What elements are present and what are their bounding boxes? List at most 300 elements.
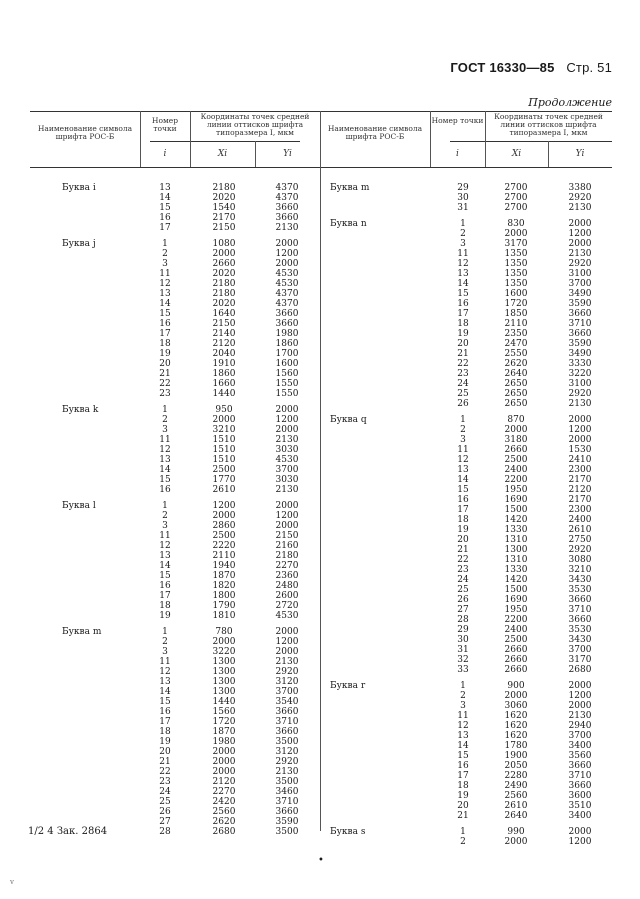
point-number: 16 xyxy=(457,299,469,309)
y-coordinate: 3660 xyxy=(275,807,299,817)
table-row xyxy=(30,701,612,711)
header-name-left: Наименование символа шрифта РОС-Б xyxy=(37,124,133,141)
y-coordinate: 2130 xyxy=(568,711,592,721)
table-row xyxy=(30,721,612,731)
point-number: 15 xyxy=(159,203,171,213)
x-coordinate: 3210 xyxy=(212,425,236,435)
y-coordinate: 3100 xyxy=(568,379,592,389)
point-number: 23 xyxy=(159,389,171,399)
point-number: 12 xyxy=(159,667,171,677)
point-number: 16 xyxy=(159,707,171,717)
y-coordinate: 3700 xyxy=(568,279,592,289)
point-number: 18 xyxy=(457,781,469,791)
point-number: 1 xyxy=(460,415,466,425)
point-number: 22 xyxy=(159,379,171,389)
x-coordinate: 1720 xyxy=(504,299,528,309)
y-coordinate: 3030 xyxy=(275,445,299,455)
point-number: 11 xyxy=(159,435,171,445)
y-coordinate: 3660 xyxy=(275,707,299,717)
y-coordinate: 2920 xyxy=(568,193,592,203)
point-number: 19 xyxy=(159,737,171,747)
table-row xyxy=(30,339,612,349)
point-number: 19 xyxy=(457,525,469,535)
y-coordinate: 2120 xyxy=(568,485,592,495)
y-coordinate: 4530 xyxy=(275,279,299,289)
y-coordinate: 3660 xyxy=(275,213,299,223)
point-number: 30 xyxy=(457,635,469,645)
table-row xyxy=(30,249,612,259)
x-coordinate: 2350 xyxy=(504,329,528,339)
point-number: 31 xyxy=(457,203,469,213)
y-coordinate: 4530 xyxy=(275,455,299,465)
symbol-name: Буква r xyxy=(330,681,366,691)
x-coordinate: 2680 xyxy=(212,827,236,837)
header-coords-right: Координаты точек средней линии оттисков шрифта типоразмера I, мкм xyxy=(494,112,603,137)
x-coordinate: 2150 xyxy=(212,319,236,329)
x-coordinate: 2270 xyxy=(212,787,236,797)
x-coordinate: 1820 xyxy=(212,581,236,591)
header-name-right: Наименование символа шрифта РОС-Б xyxy=(327,124,423,141)
point-number: 14 xyxy=(159,193,171,203)
y-coordinate: 4370 xyxy=(275,183,299,193)
table-row xyxy=(30,359,612,369)
x-coordinate: 2000 xyxy=(504,229,528,239)
y-coordinate: 2150 xyxy=(275,531,299,541)
point-number: 18 xyxy=(457,319,469,329)
y-coordinate: 2160 xyxy=(275,541,299,551)
y-coordinate: 1530 xyxy=(568,445,592,455)
point-number: 14 xyxy=(457,475,469,485)
x-coordinate: 2550 xyxy=(504,349,528,359)
point-number: 16 xyxy=(159,213,171,223)
point-number: 3 xyxy=(162,425,168,435)
point-number: 13 xyxy=(457,465,469,475)
point-number: 17 xyxy=(159,329,171,339)
point-number: 20 xyxy=(159,747,171,757)
y-coordinate: 1980 xyxy=(275,329,299,339)
table-row xyxy=(30,495,612,505)
x-coordinate: 2640 xyxy=(504,369,528,379)
point-number: 2 xyxy=(460,425,466,435)
x-coordinate: 2620 xyxy=(212,817,236,827)
header-mid-rule-right xyxy=(450,141,612,142)
y-coordinate: 3710 xyxy=(568,771,592,781)
x-coordinate: 950 xyxy=(215,405,233,415)
x-coordinate: 1330 xyxy=(504,565,528,575)
point-number: 15 xyxy=(159,697,171,707)
point-number: 21 xyxy=(159,369,171,379)
table-row xyxy=(30,741,612,751)
y-coordinate: 3710 xyxy=(275,797,299,807)
point-number: 18 xyxy=(457,515,469,525)
x-coordinate: 2500 xyxy=(212,465,236,475)
y-coordinate: 2920 xyxy=(568,389,592,399)
y-coordinate: 3590 xyxy=(568,299,592,309)
symbol-name: Буква s xyxy=(330,827,366,837)
header-y-right: Yi xyxy=(575,149,585,159)
x-coordinate: 2000 xyxy=(504,691,528,701)
point-number: 21 xyxy=(457,349,469,359)
header-coords-left: Координаты точек средней линии оттисков шрифта типоразмера I, мкм xyxy=(200,112,310,137)
x-coordinate: 2400 xyxy=(504,625,528,635)
x-coordinate: 2660 xyxy=(504,665,528,675)
point-number: 11 xyxy=(159,269,171,279)
x-coordinate: 2000 xyxy=(212,511,236,521)
y-coordinate: 2920 xyxy=(568,259,592,269)
x-coordinate: 1420 xyxy=(504,515,528,525)
y-coordinate: 2000 xyxy=(568,827,592,837)
x-coordinate: 1330 xyxy=(504,525,528,535)
x-coordinate: 1900 xyxy=(504,751,528,761)
header-y-left: Yi xyxy=(283,149,292,159)
point-number: 32 xyxy=(457,655,469,665)
y-coordinate: 2600 xyxy=(275,591,299,601)
x-coordinate: 1300 xyxy=(212,677,236,687)
table-row xyxy=(30,811,612,821)
x-coordinate: 2000 xyxy=(504,837,528,847)
point-number: 28 xyxy=(457,615,469,625)
point-number: 26 xyxy=(457,399,469,409)
point-number: 2 xyxy=(162,637,168,647)
point-number: 3 xyxy=(460,239,466,249)
table-row xyxy=(30,219,612,229)
x-coordinate: 990 xyxy=(507,827,525,837)
point-number: 14 xyxy=(457,279,469,289)
table-row xyxy=(30,193,612,203)
table-row xyxy=(30,183,612,193)
point-number: 22 xyxy=(457,359,469,369)
table-row xyxy=(30,445,612,455)
y-coordinate: 3660 xyxy=(568,595,592,605)
point-number: 3 xyxy=(162,259,168,269)
x-coordinate: 1080 xyxy=(212,239,236,249)
x-coordinate: 870 xyxy=(507,415,525,425)
x-coordinate: 1640 xyxy=(212,309,236,319)
y-coordinate: 3700 xyxy=(275,465,299,475)
y-coordinate: 1560 xyxy=(275,369,299,379)
table-row xyxy=(30,665,612,675)
point-number: 20 xyxy=(457,535,469,545)
x-coordinate: 1310 xyxy=(504,535,528,545)
y-coordinate: 2130 xyxy=(275,767,299,777)
point-number: 13 xyxy=(457,731,469,741)
x-coordinate: 2660 xyxy=(504,645,528,655)
x-coordinate: 2110 xyxy=(212,551,236,561)
table-row xyxy=(30,475,612,485)
y-coordinate: 3660 xyxy=(275,727,299,737)
table-row xyxy=(30,425,612,435)
x-coordinate: 780 xyxy=(215,627,233,637)
x-coordinate: 1690 xyxy=(504,495,528,505)
table-row xyxy=(30,505,612,515)
y-coordinate: 2130 xyxy=(568,249,592,259)
point-number: 12 xyxy=(159,445,171,455)
table-row xyxy=(30,465,612,475)
point-number: 1 xyxy=(162,405,168,415)
point-number: 25 xyxy=(457,585,469,595)
y-coordinate: 3500 xyxy=(275,737,299,747)
header-x-right: Xi xyxy=(511,149,522,159)
x-coordinate: 2420 xyxy=(212,797,236,807)
y-coordinate: 3530 xyxy=(568,585,592,595)
x-coordinate: 2180 xyxy=(212,279,236,289)
table-row xyxy=(30,615,612,625)
point-number: 20 xyxy=(457,801,469,811)
y-coordinate: 2000 xyxy=(568,435,592,445)
point-number: 18 xyxy=(159,727,171,737)
x-coordinate: 1950 xyxy=(504,485,528,495)
symbol-name: Буква j xyxy=(62,239,96,249)
x-coordinate: 1510 xyxy=(212,435,236,445)
x-coordinate: 2700 xyxy=(504,183,528,193)
point-number: 17 xyxy=(457,771,469,781)
x-coordinate: 2150 xyxy=(212,223,236,233)
table-row xyxy=(30,605,612,615)
point-number: 15 xyxy=(457,289,469,299)
y-coordinate: 3120 xyxy=(275,677,299,687)
x-coordinate: 2660 xyxy=(504,655,528,665)
corner-mark: v xyxy=(10,878,14,886)
y-coordinate: 2170 xyxy=(568,475,592,485)
x-coordinate: 2500 xyxy=(504,635,528,645)
y-coordinate: 2000 xyxy=(568,415,592,425)
point-number: 19 xyxy=(159,611,171,621)
x-coordinate: 1660 xyxy=(212,379,236,389)
y-coordinate: 3430 xyxy=(568,635,592,645)
point-number: 26 xyxy=(457,595,469,605)
y-coordinate: 4530 xyxy=(275,269,299,279)
y-coordinate: 2000 xyxy=(568,219,592,229)
point-number: 14 xyxy=(457,741,469,751)
point-number: 12 xyxy=(159,279,171,289)
x-coordinate: 3180 xyxy=(504,435,528,445)
point-number: 2 xyxy=(162,415,168,425)
x-coordinate: 1690 xyxy=(504,595,528,605)
table-row xyxy=(30,791,612,801)
x-coordinate: 1300 xyxy=(212,667,236,677)
x-coordinate: 2200 xyxy=(504,475,528,485)
y-coordinate: 3080 xyxy=(568,555,592,565)
y-coordinate: 3700 xyxy=(568,731,592,741)
point-number: 24 xyxy=(159,787,171,797)
table-row xyxy=(30,555,612,565)
y-coordinate: 2000 xyxy=(275,239,299,249)
point-number: 1 xyxy=(162,627,168,637)
x-coordinate: 1950 xyxy=(504,605,528,615)
symbol-name: Буква q xyxy=(330,415,367,425)
y-coordinate: 3660 xyxy=(275,203,299,213)
x-coordinate: 2400 xyxy=(504,465,528,475)
y-coordinate: 3660 xyxy=(568,615,592,625)
point-number: 3 xyxy=(460,701,466,711)
table-row xyxy=(30,837,612,847)
table-row xyxy=(30,485,612,495)
point-number: 17 xyxy=(457,309,469,319)
y-coordinate: 3500 xyxy=(275,827,299,837)
x-coordinate: 1200 xyxy=(212,501,236,511)
point-number: 14 xyxy=(159,299,171,309)
point-number: 16 xyxy=(159,319,171,329)
y-coordinate: 4530 xyxy=(275,611,299,621)
point-number: 17 xyxy=(457,505,469,515)
x-coordinate: 2660 xyxy=(212,259,236,269)
y-coordinate: 1200 xyxy=(568,691,592,701)
x-coordinate: 2700 xyxy=(504,193,528,203)
y-coordinate: 3380 xyxy=(568,183,592,193)
y-coordinate: 3530 xyxy=(568,625,592,635)
y-coordinate: 3560 xyxy=(568,751,592,761)
table-row xyxy=(30,691,612,701)
x-coordinate: 1500 xyxy=(504,585,528,595)
point-number: 27 xyxy=(457,605,469,615)
point-number: 2 xyxy=(162,511,168,521)
y-coordinate: 3710 xyxy=(568,605,592,615)
x-coordinate: 1350 xyxy=(504,259,528,269)
x-coordinate: 1870 xyxy=(212,571,236,581)
y-coordinate: 3330 xyxy=(568,359,592,369)
point-number: 15 xyxy=(159,571,171,581)
x-coordinate: 1300 xyxy=(212,687,236,697)
point-number: 31 xyxy=(457,645,469,655)
y-coordinate: 1200 xyxy=(275,249,299,259)
table-row xyxy=(30,455,612,465)
table-row xyxy=(30,801,612,811)
point-number: 27 xyxy=(159,817,171,827)
y-coordinate: 2000 xyxy=(275,647,299,657)
y-coordinate: 3030 xyxy=(275,475,299,485)
y-coordinate: 3460 xyxy=(275,787,299,797)
point-number: 16 xyxy=(457,495,469,505)
point-number: 16 xyxy=(159,485,171,495)
point-number: 2 xyxy=(460,837,466,847)
x-coordinate: 1350 xyxy=(504,269,528,279)
table-row xyxy=(30,329,612,339)
y-coordinate: 2130 xyxy=(275,485,299,495)
x-coordinate: 1300 xyxy=(212,657,236,667)
point-number: 23 xyxy=(457,565,469,575)
point-number: 29 xyxy=(457,183,469,193)
point-number: 1 xyxy=(162,501,168,511)
x-coordinate: 830 xyxy=(507,219,525,229)
point-number: 19 xyxy=(457,329,469,339)
y-coordinate: 1550 xyxy=(275,379,299,389)
point-number: 13 xyxy=(159,551,171,561)
x-coordinate: 1350 xyxy=(504,249,528,259)
table-row xyxy=(30,435,612,445)
x-coordinate: 1980 xyxy=(212,737,236,747)
y-coordinate: 2610 xyxy=(568,525,592,535)
y-coordinate: 3220 xyxy=(568,369,592,379)
x-coordinate: 1940 xyxy=(212,561,236,571)
point-number: 15 xyxy=(159,475,171,485)
table-row xyxy=(30,771,612,781)
point-number: 29 xyxy=(457,625,469,635)
point-number: 1 xyxy=(460,219,466,229)
y-coordinate: 3660 xyxy=(568,781,592,791)
x-coordinate: 3220 xyxy=(212,647,236,657)
table-row xyxy=(30,289,612,299)
table-row xyxy=(30,515,612,525)
point-number: 22 xyxy=(159,767,171,777)
point-number: 2 xyxy=(460,229,466,239)
table-row xyxy=(30,535,612,545)
table-row xyxy=(30,781,612,791)
x-coordinate: 1440 xyxy=(212,389,236,399)
y-coordinate: 3540 xyxy=(275,697,299,707)
table-row xyxy=(30,239,612,249)
y-coordinate: 3700 xyxy=(568,645,592,655)
symbol-name: Буква n xyxy=(330,219,367,229)
y-coordinate: 2130 xyxy=(275,223,299,233)
x-coordinate: 2120 xyxy=(212,339,236,349)
y-coordinate: 2130 xyxy=(568,399,592,409)
y-coordinate: 3590 xyxy=(568,339,592,349)
table-row xyxy=(30,309,612,319)
point-number: 21 xyxy=(159,757,171,767)
point-number: 3 xyxy=(162,521,168,531)
point-number: 19 xyxy=(457,791,469,801)
header-i-left: i xyxy=(163,149,167,159)
table-row xyxy=(30,731,612,741)
y-coordinate: 2000 xyxy=(275,627,299,637)
y-coordinate: 2480 xyxy=(275,581,299,591)
x-coordinate: 1510 xyxy=(212,445,236,455)
x-coordinate: 2640 xyxy=(504,811,528,821)
point-number: 13 xyxy=(457,269,469,279)
y-coordinate: 3660 xyxy=(275,309,299,319)
x-coordinate: 1350 xyxy=(504,279,528,289)
table-row xyxy=(30,545,612,555)
symbol-name: Буква i xyxy=(62,183,96,193)
x-coordinate: 2170 xyxy=(212,213,236,223)
point-number: 14 xyxy=(159,465,171,475)
x-coordinate: 1300 xyxy=(504,545,528,555)
x-coordinate: 1860 xyxy=(212,369,236,379)
y-coordinate: 3660 xyxy=(275,319,299,329)
header-number-left: Номер точки xyxy=(151,116,179,133)
symbol-name: Буква l xyxy=(62,501,96,511)
table-row xyxy=(30,525,612,535)
y-coordinate: 2720 xyxy=(275,601,299,611)
header-i-right: i xyxy=(456,149,459,159)
table-row xyxy=(30,625,612,635)
y-coordinate: 2000 xyxy=(568,701,592,711)
x-coordinate: 2650 xyxy=(504,399,528,409)
table-row xyxy=(30,319,612,329)
table-row xyxy=(30,415,612,425)
point-number: 23 xyxy=(159,777,171,787)
y-coordinate: 3490 xyxy=(568,289,592,299)
table-row xyxy=(30,369,612,379)
x-coordinate: 2020 xyxy=(212,269,236,279)
point-number: 11 xyxy=(159,531,171,541)
x-coordinate: 2610 xyxy=(212,485,236,495)
table-row xyxy=(30,711,612,721)
symbol-name: Буква m xyxy=(330,183,370,193)
x-coordinate: 2000 xyxy=(212,249,236,259)
point-number: 11 xyxy=(159,657,171,667)
point-number: 12 xyxy=(457,721,469,731)
y-coordinate: 3710 xyxy=(568,319,592,329)
y-coordinate: 2000 xyxy=(275,425,299,435)
table-row xyxy=(30,761,612,771)
symbol-name: Буква m xyxy=(62,627,102,637)
table-row xyxy=(30,595,612,605)
x-coordinate: 2000 xyxy=(212,757,236,767)
point-number: 1 xyxy=(460,827,466,837)
y-coordinate: 2130 xyxy=(275,657,299,667)
point-number: 15 xyxy=(457,751,469,761)
